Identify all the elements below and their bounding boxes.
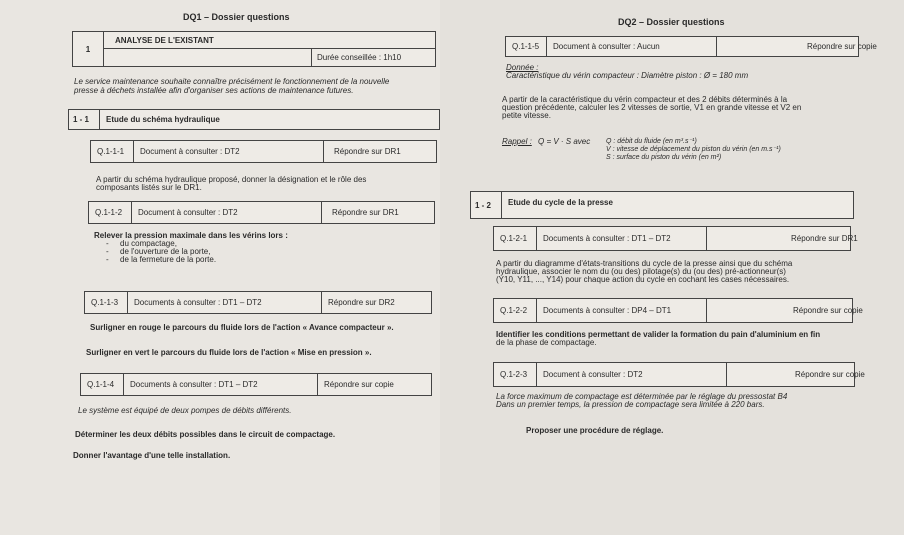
question-document: Documents à consulter : DT1 – DT2 <box>123 374 317 395</box>
q114-text-3: Donner l'avantage d'une telle installation. <box>73 451 231 460</box>
question-1-1-5-header <box>505 36 877 57</box>
section1-duration: Durée conseillée : 1h10 <box>317 53 402 62</box>
question-id: Q.1-1-1 <box>97 147 125 156</box>
q123-text-2: Dans un premier temps, la pression de compactage sera limitée à 220 bars. <box>496 400 765 409</box>
dq1-title: DQ1 – Dossier questions <box>183 12 290 22</box>
q121-text-3: (Y10, Y11, ..., Y14) pour chaque action du cycle en cochant les cases nécessaires. <box>496 275 790 284</box>
question-document: Document à consulter : DT2 <box>133 141 323 162</box>
donnee-text: Caractéristique du vérin compacteur : Diamètre piston : Ø = 180 mm <box>506 71 749 80</box>
subsection-1-1 <box>68 109 440 130</box>
question-1-1-3-header <box>84 291 432 314</box>
q114-text-2: Déterminer les deux débits possibles dans le circuit de compactage. <box>75 430 336 439</box>
q112-list-item: - de l'ouverture de la porte, <box>120 247 210 257</box>
subsection-1-1-number: 1 - 1 <box>73 115 90 124</box>
subsection-1-2-title: Etude du cycle de la presse <box>501 192 853 218</box>
question-id: Q.1-1-3 <box>91 298 119 307</box>
q111-text-1: A partir du schéma hydraulique proposé, donner la désignation et le rôle des <box>96 175 367 184</box>
question-answer-target: Répondre sur DR1 <box>323 141 436 162</box>
intro-line-1: Le service maintenance souhaite connaître précisément le fonctionnement de la nouvelle <box>74 77 390 86</box>
question-answer-target: Répondre sur copie <box>317 374 431 395</box>
q113-text-green: Surligner en vert le parcours du fluide lors de l'action « Mise en pression ». <box>86 348 372 357</box>
question-document: Documents à consulter : DT1 – DT2 <box>127 292 321 313</box>
q121-text-2: hydraulique, associer le nom du (ou des) pilotage(s) du (ou des) pré-actionneur(s) <box>496 267 786 276</box>
question-answer-target: Répondre sur DR1 <box>706 227 850 250</box>
dq2-title: DQ2 – Dossier questions <box>618 17 725 27</box>
question-answer-target: Répondre sur DR1 <box>321 202 434 223</box>
rappel-label: Rappel : <box>502 137 532 146</box>
q112-text: Relever la pression maximale dans les vérins lors : <box>94 231 288 240</box>
question-document: Document à consulter : DT2 <box>131 202 321 223</box>
subsection-1-1-title: Etude du schéma hydraulique <box>99 110 439 129</box>
question-id: Q.1-1-2 <box>95 208 123 217</box>
rappel-line: V : vitesse de déplacement du piston du vérin (en m.s⁻¹) <box>606 146 781 153</box>
question-document: Documents à consulter : DT1 – DT2 <box>536 227 706 250</box>
question-answer-target: Répondre sur DR2 <box>321 292 431 313</box>
q112-list-item: - de la fermeture de la porte. <box>120 255 216 265</box>
subsection-1-2 <box>470 191 854 219</box>
question-id: Q.1-1-5 <box>512 42 540 51</box>
q115-text-3: petite vitesse. <box>502 111 551 120</box>
question-id: Q.1-2-3 <box>500 370 528 379</box>
question-id: Q.1-2-1 <box>500 234 528 243</box>
question-1-1-2-header <box>88 201 435 224</box>
q121-text-1: A partir du diagramme d'états-transitions du cycle de la presse ainsi que du schéma <box>496 259 793 268</box>
section1-title: ANALYSE DE L'EXISTANT <box>115 36 214 45</box>
q123-text-1: La force maximum de compactage est déterminée par le réglage du pressostat B4 <box>496 392 788 401</box>
question-1-1-4-header <box>80 373 432 396</box>
rappel-line: Q : débit du fluide (en m³.s⁻¹) <box>606 138 697 145</box>
question-document: Document à consulter : Aucun <box>546 37 716 56</box>
question-1-2-3-header <box>493 362 865 387</box>
section1-number: 1 <box>73 32 104 66</box>
rappel-line: S : surface du piston du vérin (en m²) <box>606 154 722 161</box>
question-id: Q.1-1-4 <box>87 380 115 389</box>
q112-list-item: - du compactage, <box>120 239 177 249</box>
q111-text-2: composants listés sur le DR1. <box>96 183 202 192</box>
q113-text-red: Surligner en rouge le parcours du fluide lors de l'action « Avance compacteur ». <box>90 323 394 332</box>
question-1-2-2-header <box>493 298 863 323</box>
question-answer-target: Répondre sur copie <box>716 37 858 56</box>
question-document: Document à consulter : DT2 <box>536 363 726 386</box>
question-document: Documents à consulter : DP4 – DT1 <box>536 299 706 322</box>
subsection-1-2-number: 1 - 2 <box>475 200 492 210</box>
q115-text-1: A partir de la caractéristique du vérin compacteur et des 2 débits déterminés à la <box>502 95 788 104</box>
q122-text-1: Identifier les conditions permettant de valider la formation du pain d'aluminium en fin <box>496 330 821 339</box>
intro-line-2: presse à déchets installée afin d'organiser ses actions de maintenance futures. <box>74 86 354 95</box>
q123-text-3: Proposer une procédure de réglage. <box>526 426 664 435</box>
question-id: Q.1-2-2 <box>500 306 528 315</box>
q115-text-2: question précédente, calculer les 2 vitesses de sortie, V1 en grande vitesse et V2 en <box>502 103 802 112</box>
question-answer-target: Répondre sur copie <box>726 363 854 386</box>
q114-text-1: Le système est équipé de deux pompes de débits différents. <box>78 406 292 415</box>
question-1-2-1-header <box>493 226 858 251</box>
question-1-1-1-header <box>90 140 437 163</box>
dq2-page <box>440 0 904 535</box>
rappel-formula: Q = V · S avec <box>538 137 591 146</box>
question-answer-target: Répondre sur copie <box>706 299 852 322</box>
q122-text-2: de la phase de compactage. <box>496 338 597 347</box>
section1-header <box>72 31 436 67</box>
donnee-label: Donnée : <box>506 63 539 72</box>
